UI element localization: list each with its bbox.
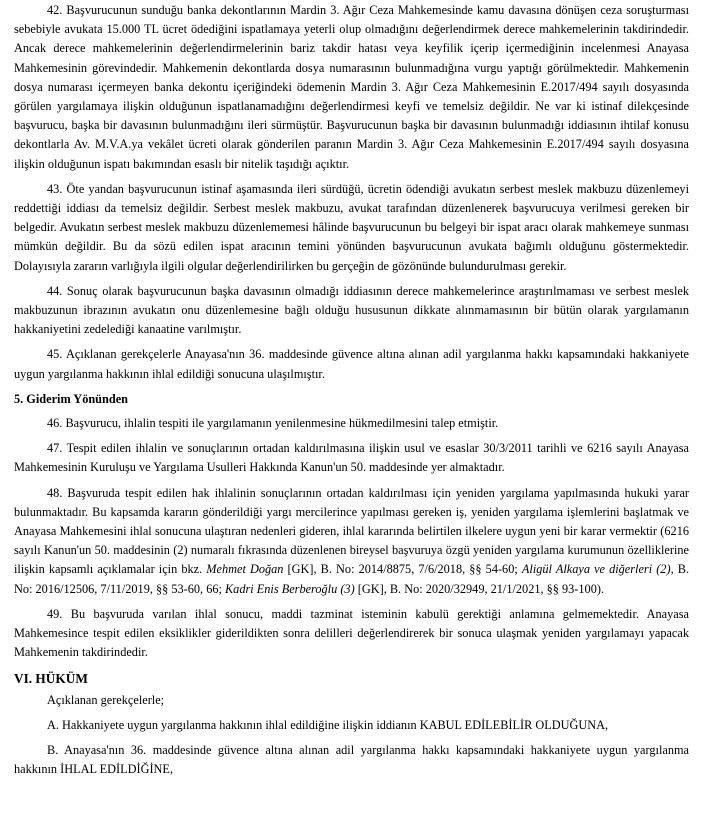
paragraph-42: 42. Başvurucunun sunduğu banka dekontlarının Mardin 3. Ağır Ceza Mahkemesinde kamu davasına dönüşen ceza soruşturması sebebiyle avukata 15.000 TL ücret ödediğini ispatlamaya yeterli olup olmadığını değerlendirmek derece mahkemelerinin takdirindedir. Ancak derece mahkemelerinin değerlendirmelerinin bariz takdir hatası veya keyfilik içerip içermediğinin incelenmesi Anayasa Mahkemesinin görevindedir. Mahkemenin dekontlarda dosya numarasının bulunmadığına vurgu yaptığı görülmektedir. Mahkemenin dosya numarası içermeyen banka dekontu içeriğindeki ödemenin Mardin 3. Ağır Ceza Mahkemesinin E.2017/494 sayılı dosyasında görülen yargılamaya ilişkin olduğunun ispatlanamadığını değerlendirmesi keyfi ve temelsiz değildir. Ne var ki istinaf dilekçesinde başvurucu, başka bir davasının bulunmadığını ileri sürmüştür. Başvurucunun başka bir davasının bulunmadığı iddiasının ihtilaf konusu dekontlarla Av. M.V.A.ya vekâlet ücreti olarak gönderilen paranın Mardin 3. Ağır Ceza Mahkemesinin E.2017/494 sayılı dosyasına ilişkin olduğunun ispatı bakımından esaslı bir nitelik taşıdığı açıktır. xyxy=(14,3,689,171)
paragraph-44: 44. Sonuç olarak başvurucunun başka davasının olmadığı iddiasının derece mahkemelerince araştırılmaması ve serbest meslek makbuzunun ibrazının avukatın onu düzenlemesine bağlı olduğu hususunun dikkate alınmamasının bir bütün olarak yargılamanın hakkaniyetini zedelediği kanaatine varılmıştır. xyxy=(14,283,689,337)
paragraph-47: 47. Tespit edilen ihlalin ve sonuçlarının ortadan kaldırılmasına ilişkin usul ve esaslar 30/3/2011 tarihli ve 6216 sayılı Anayasa Mahkemesinin Kuruluşu ve Yargılama Usulleri Hakkında Kanun'un 50. maddesinde yer almaktadır. xyxy=(14,441,689,475)
judgment-item-b: B. Anayasa'nın 36. maddesinde güvence altına alınan adil yargılanma hakkı kapsamındaki hakkaniyete uygun yargılanma hakkının İHLAL EDİLDİĞİNE, xyxy=(14,743,689,777)
paragraph-48-part1: 48. Başvuruda tespit edilen hak ihlalinin sonuçlarının ortadan kaldırılması için yeniden yargılama yapılmasında hukuki yarar bulunmaktadır. Bu kapsamda kararın gönderildiği yargı mercilerince yapılması gereken iş, yeniden yargılama işlemlerini başlatmak ve Anayasa Mahkemesini ihlal sonucuna ulaştıran nedenleri gideren, ihlal kararında belirtilen ilkelere uygun yeni bir karar vermektir (6216 sayılı Kanun'un 50. maddesinin (2) numaralı fıkrasında düzenlenen bireysel başvuruya özgü yeniden yargılama kurumunun özelliklerine ilişkin kapsamlı açıklamalar için bkz. xyxy=(14,485,689,577)
paragraph-45: 45. Açıklanan gerekçelerle Anayasa'nın 36. maddesinde güvence altına alınan adil yargılanma hakkı kapsamındaki hakkaniyete uygun yargılanma hakkının ihlal edildiği sonucuna ulaşılmıştır. xyxy=(14,347,689,381)
case-ref-mehmet-dogan: Mehmet Doğan xyxy=(206,562,284,577)
paragraph-48-part2: [GK], B. No: 2014/8875, 7/6/2018, §§ 54-60; xyxy=(283,562,522,577)
paragraph-48-part3: , B. No: 2016/12506, 7/11/2019, §§ 53-60, 66; xyxy=(14,562,690,596)
judgment-intro: Açıklanan gerekçelerle; xyxy=(47,692,165,707)
section-heading-remedy: 5. Giderim Yönünden xyxy=(14,391,128,406)
paragraph-48-part4: [GK], B. No: 2020/32949, 21/1/2021, §§ 93-100). xyxy=(354,581,605,596)
paragraph-48 xyxy=(14,484,689,599)
paragraph-46: 46. Başvurucu, ihlalin tespiti ile yargılamanın yenilenmesine hükmedilmesini talep etmiştir. xyxy=(47,416,499,431)
paragraph-49: 49. Bu başvuruda varılan ihlal sonucu, maddi tazminat isteminin kabulü gerektiği anlamına gelmemektedir. Anayasa Mahkemesince tespit edilen eksiklikler giderildikten sonra delilleri değerlendirerek bir sonuca ulaşmak yeniden yargılamayı yapacak Mahkemenin takdirindedir. xyxy=(14,606,689,660)
document-page xyxy=(14,0,689,780)
judgment-item-a: A. Hakkaniyete uygun yargılanma hakkının ihlal edildiğine ilişkin iddianın KABUL EDİLEBİLİR OLDUĞUNA, xyxy=(47,717,609,732)
case-ref-aligul-alkaya: Aligül Alkaya ve diğerleri (2) xyxy=(521,562,671,577)
paragraph-43: 43. Öte yandan başvurucunun istinaf aşamasında ileri sürdüğü, ücretin ödendiği avukatın serbest meslek makbuzu düzenlemeyi reddettiği iddiası da temelsiz değildir. Serbest meslek makbuzu, avukat tarafından düzenlenerek başvurucuya verilmesi gereken bir belgedir. Avukatın serbest meslek makbuzu düzenlememesi hâlinde başvurucunun bu belgeyi bir ispat aracı olarak mahkemeye sunması mümkün değildir. Bu da sözü edilen ispat aracının temini yönünden başvurucunun avukata bağımlı olduğunu göstermektedir. Dolayısıyla zararın varlığıyla ilgili olgular değerlendirilirken bu gerçeğin de gözönünde bulundurulması gerekir. xyxy=(14,181,689,273)
case-ref-kadri-enis-berberoglu: Kadri Enis Berberoğlu (3) xyxy=(224,581,355,596)
section-heading-judgment: VI. HÜKÜM xyxy=(14,670,88,686)
